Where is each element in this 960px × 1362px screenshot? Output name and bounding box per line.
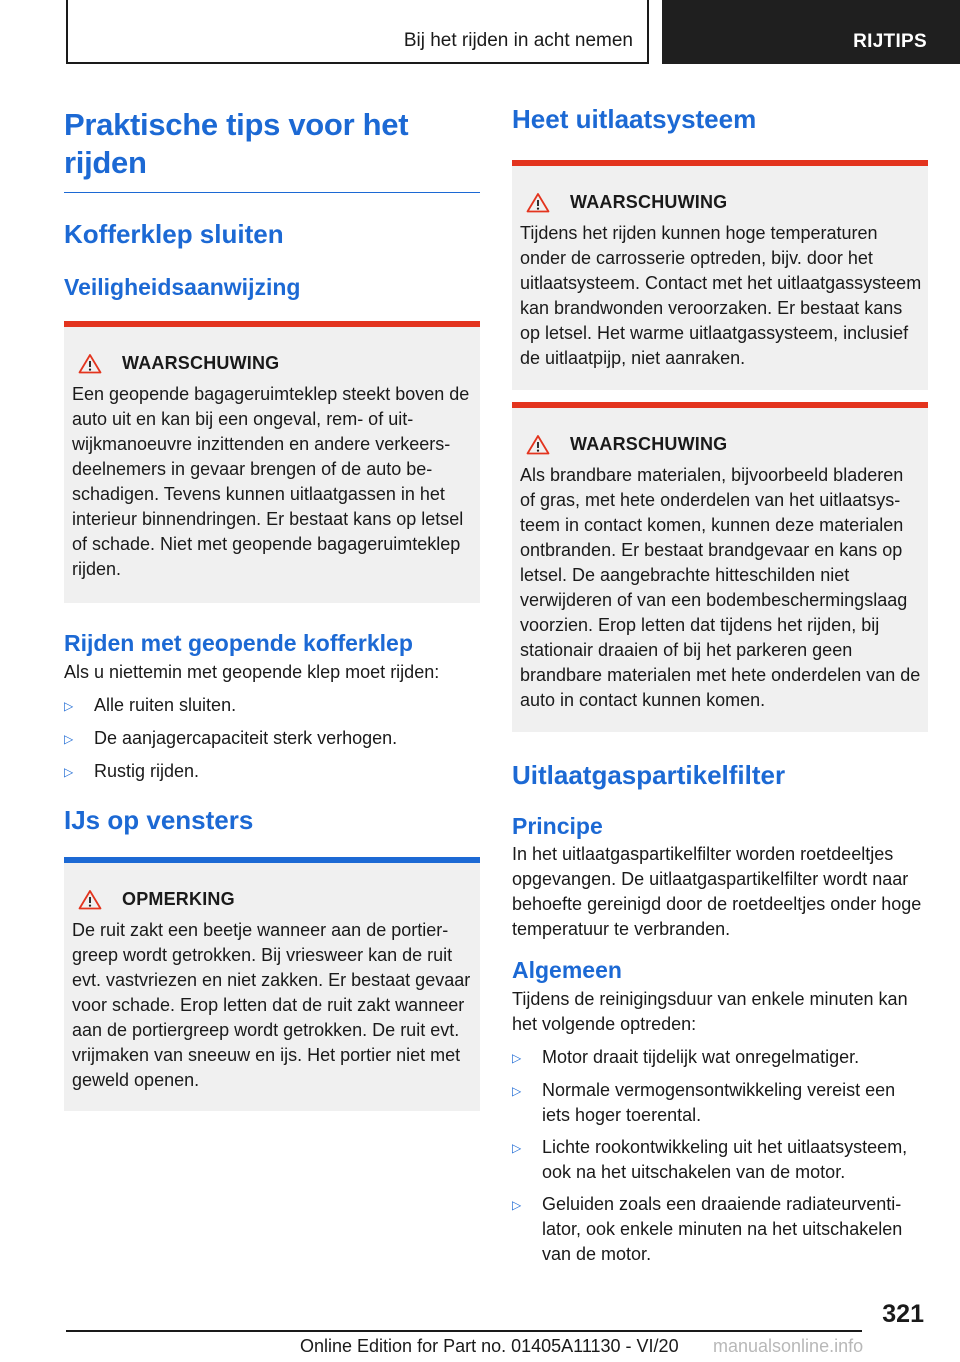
list-item: ▷ Alle ruiten sluiten. [64,693,480,719]
heading-general: Algemeen [512,957,622,983]
note-box-ice [64,857,480,1111]
warning-label: WAARSCHUWING [570,192,728,212]
triangle-bullet-icon: ▷ [64,732,74,746]
open-trunk-intro: Als u niettemin met geopende klep moet rijden: [64,662,440,682]
list-item: ▷ Normale vermogensontwikkeling vereist een iets hoger toerental. [512,1078,928,1128]
heading-open-trunk: Rijden met geopende kofferklep [64,630,413,656]
warning-text: Een geopende bagageruimteklep steekt boven de auto uit en kan bij een ongeval, rem- of uitwijkmanoeuvre inzittenden en andere verkeersdeelnemers in gevaar brengen of de auto beschadigen. Tevens kunnen uitlaatgassen in het interieur binnendringen. Er bestaat kans op letsel of schade. Niet met geopende bagageruimteklep rijden. [72,384,470,579]
list-item: ▷ Motor draait tijdelijk wat onregelmatiger. [512,1045,928,1071]
warning-box-header [520,432,922,457]
right-column [512,100,928,1274]
warning-box-header [72,351,474,376]
heading-exhaust: Heet uitlaatsysteem [512,104,757,134]
warning-triangle-icon [78,889,102,910]
heading-trunk: Kofferklep sluiten [64,219,284,249]
note-label: OPMERKING [122,889,235,909]
general-list [512,1045,928,1267]
warning-box-fire [512,402,928,732]
principle-text: In het uitlaatgaspartikelfilter worden roetdeeltjes opgevangen. De uitlaatgaspartikelfilter wordt naar behoefte gereinigd door de roetdeeltjes onder hoge temperatuur te verbranden. [512,844,922,939]
heading-filter: Uitlaatgaspartikelfilter [512,760,786,790]
warning-label: WAARSCHUWING [570,434,728,454]
title-divider [64,192,480,193]
warning-triangle-icon [526,192,550,213]
triangle-bullet-icon: ▷ [64,765,74,779]
warning-text: Als brandbare materialen, bijvoorbeeld bladeren of gras, met hete onderdelen van het uitlaatsysteem in contact komen, kunnen deze materialen ontbranden. Er bestaat brandgevaar en kans op letsel. De aangebrachte hitteschilden niet verwijderen of van een bodembeschermingslaag voorzien. Erop letten dat tijdens het rijden, bij stationair draaien of bij het parkeren geen brandbare materialen met hete onderdelen van de auto in contact kunnen komen. [520,465,921,710]
triangle-bullet-icon: ▷ [512,1198,522,1212]
open-trunk-list [64,693,480,785]
header-section-title: Bij het rijden in acht nemen [403,30,633,51]
list-item: ▷ Geluiden zoals een draaiende radiateurventilator, ook enkele minuten na het uitschakelen van de motor. [512,1192,928,1267]
warning-text: Tijdens het rijden kunnen hoge temperaturen onder de carrosserie optreden, bijv. door het uitlaatsysteem. Contact met het uitlaatgassysteem kan brandwonden veroorzaken. Er bestaat kans op letsel. Het warme uitlaatgassysteem, inclusief de uitlaatpijp, niet aanraken. [520,223,922,368]
warning-box-trunk [64,321,480,603]
watermark-text: manualsonline.info [713,1336,864,1356]
header-chapter-title: RIJTIPS [853,31,927,52]
page-number: 321 [882,1300,924,1328]
heading-safety: Veiligheidsaanwijzing [64,274,301,300]
footer-divider [66,1330,862,1332]
warning-label: WAARSCHUWING [122,353,280,373]
warning-triangle-icon [526,434,550,455]
warning-triangle-icon [78,353,102,374]
header-section-box [66,0,649,64]
note-box-header [72,887,474,912]
heading-ice: IJs op vensters [64,805,254,835]
edition-text: Online Edition for Part no. 01405A11130 - VI/20 [300,1336,679,1356]
left-column [64,100,480,1111]
list-item: ▷ Lichte rookontwikkeling uit het uitlaatsysteem, ook na het uitschakelen van de motor. [512,1135,928,1185]
warning-box-header [520,190,922,215]
triangle-bullet-icon: ▷ [512,1141,522,1155]
list-item: ▷ De aanjagercapaciteit sterk verhogen. [64,726,480,752]
page-title: Praktische tips voor het rijden [64,107,409,180]
triangle-bullet-icon: ▷ [64,699,74,713]
triangle-bullet-icon: ▷ [512,1051,522,1065]
general-intro: Tijdens de reinigingsduur van enkele minuten kan het volgende optreden: [512,989,908,1034]
triangle-bullet-icon: ▷ [512,1084,522,1098]
heading-principle: Principe [512,813,603,839]
header-chapter-tab [662,0,960,64]
list-item: ▷ Rustig rijden. [64,759,480,785]
note-text: De ruit zakt een beetje wanneer aan de portiergreep wordt getrokken. Bij vriesweer kan de ruit evt. vastvriezen en niet zakken. Er bestaat gevaar voor schade. Erop letten dat de ruit zakt wanneer aan de portiergreep wordt getrokken. De ruit evt. vrijmaken van sneeuw en ijs. Het portier niet met geweld openen. [72,920,471,1090]
warning-box-exhaust [512,160,928,390]
